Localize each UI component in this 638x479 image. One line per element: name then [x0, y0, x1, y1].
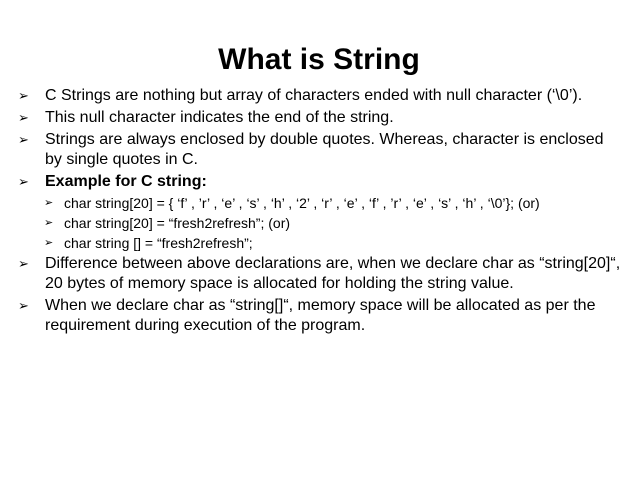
bullet-text: Example for C string:: [45, 173, 207, 190]
arrow-bullet-icon: ➢: [18, 174, 29, 189]
sub-bullet-item-1: [18, 194, 624, 212]
arrow-bullet-icon: ➢: [18, 256, 29, 271]
arrow-bullet-icon: ➢: [44, 197, 54, 209]
sub-bullet-text: char string[20] = “fresh2refresh”; (or): [64, 215, 291, 231]
arrow-bullet-icon: ➢: [18, 110, 29, 125]
bullet-text: This null character indicates the end of the string.: [45, 109, 394, 126]
sub-bullet-text: char string[20] = { ‘f’ , ’r’ , ‘e’ , ‘s’ , ‘h’ , ‘2’ , ‘r’ , ‘e’ , ‘f’ , ’r’ , ‘e’ , ‘s’ , ‘h’ , ‘\0’}; (or): [64, 195, 540, 211]
arrow-bullet-icon: ➢: [18, 88, 29, 103]
bullet-item-2: [18, 108, 624, 128]
bullet-item-example-heading: [18, 172, 624, 192]
bullet-item-1: [18, 86, 624, 106]
bullet-text: When we declare char as “string[]“, memory space will be allocated as per the requirement during execution of the program.: [45, 297, 596, 334]
bullet-text: Difference between above declarations are, when we declare char as “string[20]“, 20 bytes of memory space is allocated for holding the string value.: [45, 255, 621, 292]
bullet-item-5: [18, 296, 624, 336]
slide-body: [18, 86, 624, 338]
bullet-item-3: [18, 130, 624, 170]
sub-bullet-item-3: [18, 234, 624, 252]
bullet-text: Strings are always enclosed by double quotes. Whereas, character is enclosed by single quotes in C.: [45, 131, 604, 168]
arrow-bullet-icon: ➢: [44, 217, 54, 229]
bullet-item-4: [18, 254, 624, 294]
arrow-bullet-icon: ➢: [18, 132, 29, 147]
sub-bullet-text: char string [] = “fresh2refresh”;: [64, 235, 253, 251]
slide-title: What is String: [218, 43, 420, 76]
bullet-text: C Strings are nothing but array of characters ended with null character (‘\0’).: [45, 87, 583, 104]
sub-bullet-item-2: [18, 214, 624, 232]
arrow-bullet-icon: ➢: [18, 298, 29, 313]
arrow-bullet-icon: ➢: [44, 237, 54, 249]
